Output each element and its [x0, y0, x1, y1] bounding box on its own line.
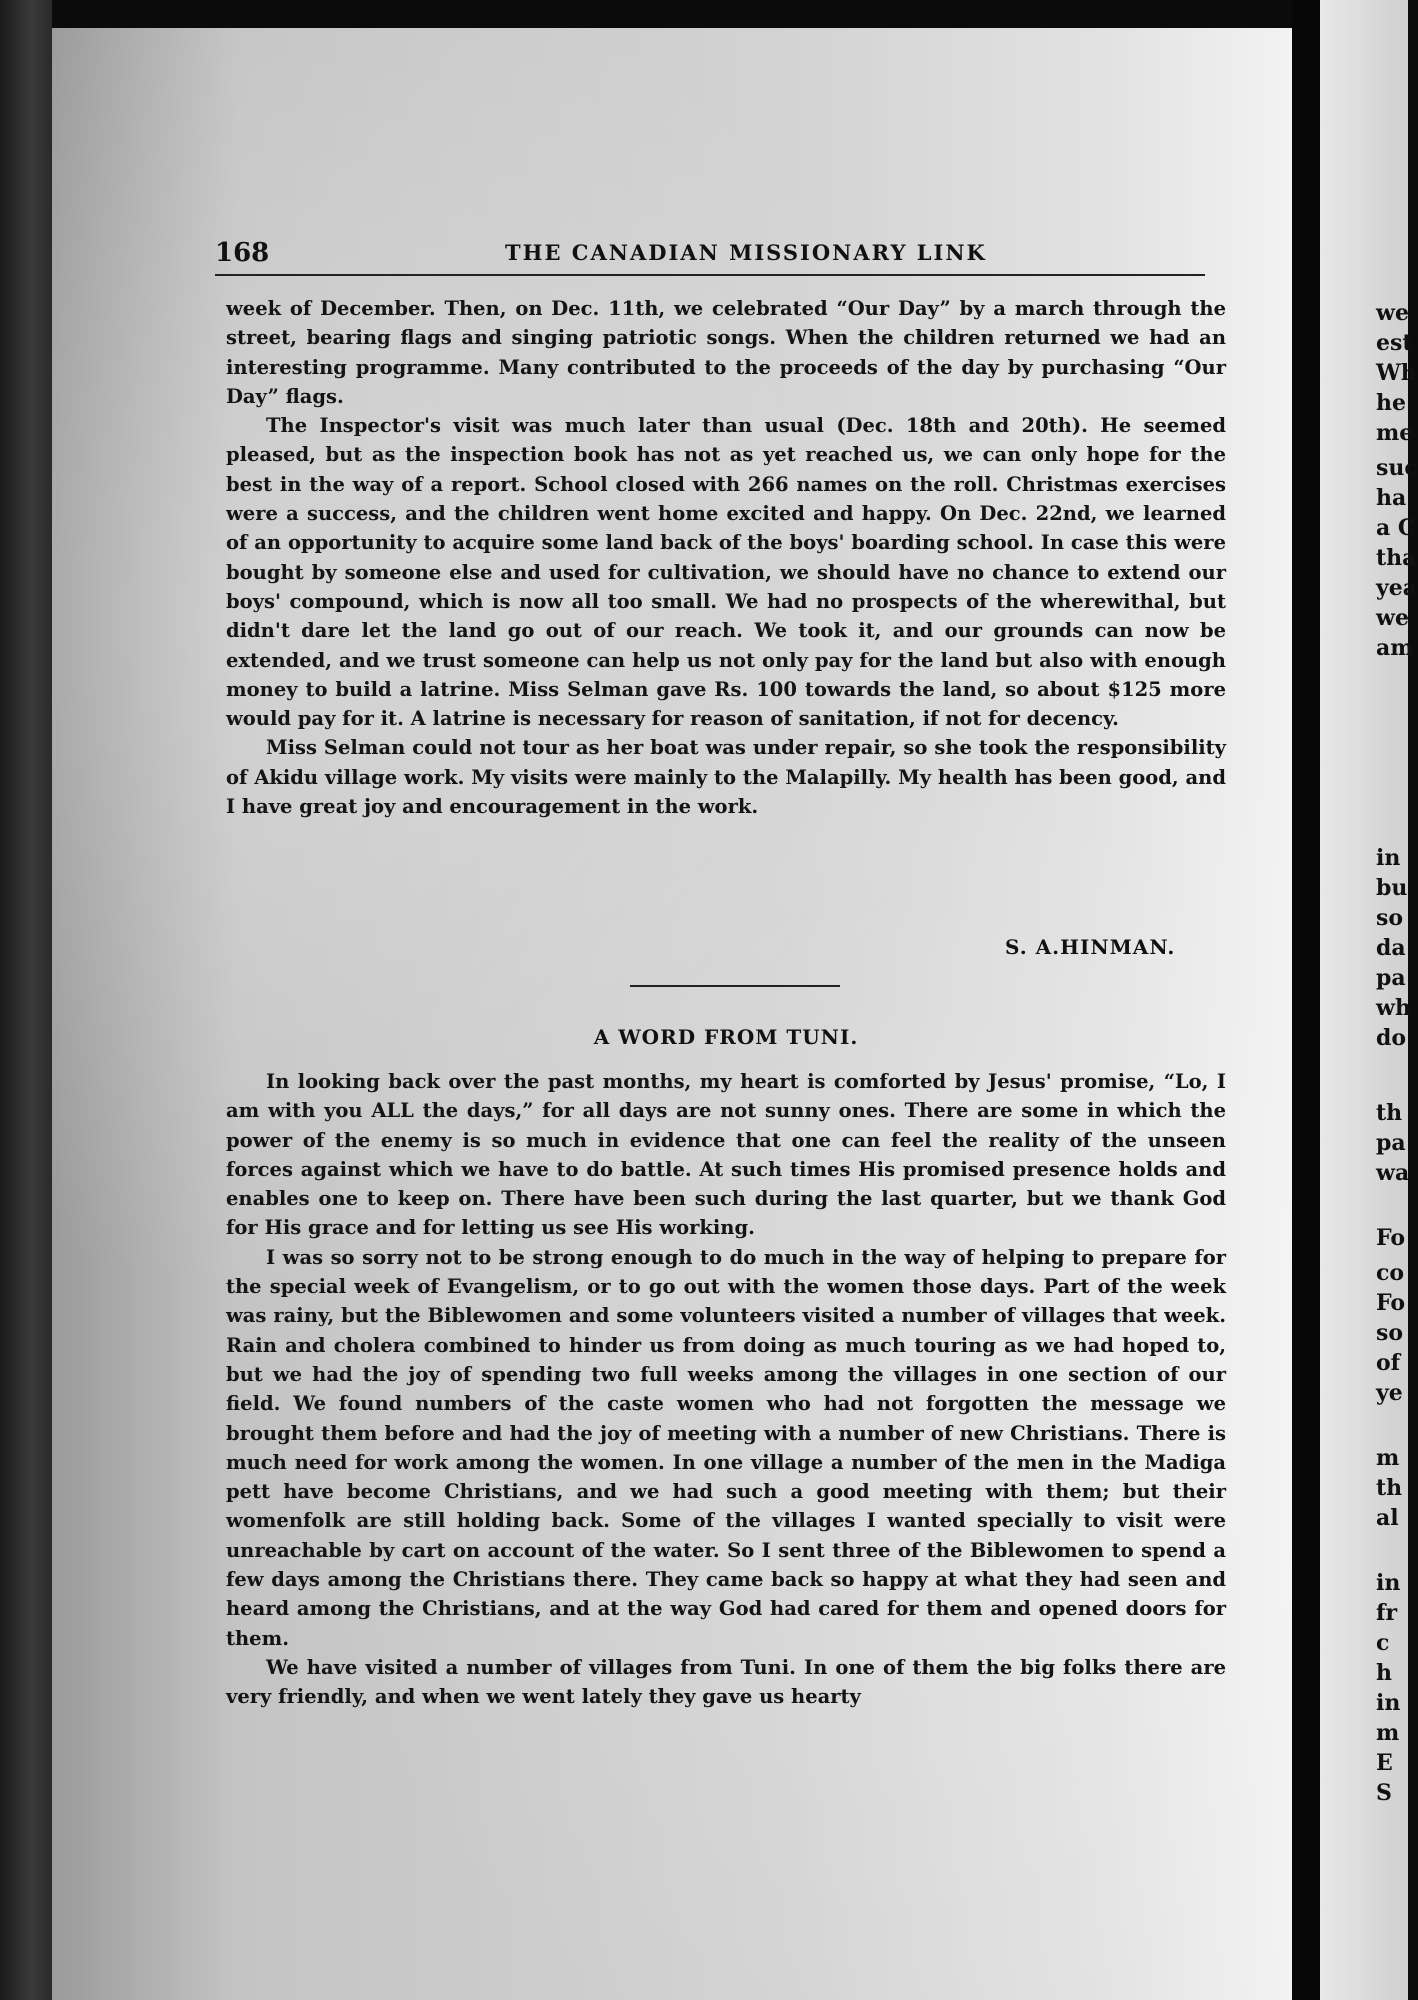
adjacent-line: pa — [1376, 1130, 1406, 1156]
adjacent-line: est — [1376, 330, 1413, 356]
adjacent-line: yea — [1376, 575, 1418, 601]
paragraph: I was so sorry not to be strong enough to do much in the way of helping to prepare for the special week of Evangelism, or to go out with the women those days. Part of the week was rainy, but the Biblewomen and some volunteers visited a number of villages that week. Rain and cholera combined to hinder us from doing as much touring as we had hoped to, but we had the joy of spending two full weeks among the villages in one section of our field. We found numbers of the caste women who had not forgotten the message we brought them before and had the joy of meeting with a number of new Christians. There is much need for work among the women. In one village a number of the men in the Madiga pett have become Christians, and we had such a good meeting with them; but their womenfolk are still holding back. Some of the villages I wanted specially to visit were unreachable by cart on account of the water. So I sent three of the Biblewomen to spend a few days among the Christians there. They came back so happy at what they had seen and heard among the Christians, and at the way God had cared for them and opened doors for them. — [226, 1245, 1226, 1650]
adjacent-line: al — [1376, 1505, 1399, 1531]
adjacent-line: we — [1376, 605, 1409, 631]
adjacent-line: th — [1376, 1475, 1403, 1501]
adjacent-line: pa — [1376, 965, 1406, 991]
adjacent-line: m — [1376, 1720, 1400, 1746]
adjacent-line: Wh — [1376, 360, 1417, 386]
adjacent-line: we — [1376, 300, 1409, 326]
adjacent-line: he — [1376, 390, 1406, 416]
paragraph: The Inspector's visit was much later than usual (Dec. 18th and 20th). He seemed pleased, but as the inspection book has not as yet reached us, we can only hope for the best in the way of a report. School closed with 266 names on the roll. Christmas exercises were a success, and the children went home excited and happy. On Dec. 22nd, we learned of an opportunity to acquire some land back of the boys' boarding school. In case this were bought by someone else and used for cultivation, we should have no chance to extend our boys' compound, which is now all too small. We had no prospects of the wherewithal, but didn't dare let the land go out of our reach. We took it, and our grounds can now be extended, and we trust someone can help us not only pay for the land but also with enough money to build a latrine. Miss Selman gave Rs. 100 towards the land, so about $125 more would pay for it. A latrine is necessary for reason of sanitation, if not for decency. — [226, 414, 1226, 731]
adjacent-line: bu — [1376, 875, 1408, 901]
adjacent-line: h — [1376, 1660, 1392, 1686]
adjacent-line: so — [1376, 905, 1404, 931]
adjacent-line: Fo — [1376, 1290, 1406, 1316]
adjacent-page-edge — [1320, 0, 1418, 2000]
adjacent-line: in — [1376, 845, 1401, 871]
adjacent-line: ye — [1376, 1380, 1403, 1406]
adjacent-line: c — [1376, 1630, 1390, 1656]
section-heading: A WORD FROM TUNI. — [593, 1025, 859, 1049]
section-divider — [630, 985, 840, 987]
adjacent-line: in — [1376, 1570, 1401, 1596]
adjacent-line: Fo — [1376, 1225, 1406, 1251]
book-binding — [0, 0, 52, 2000]
adjacent-line: ha — [1376, 485, 1407, 511]
article-hinman-report — [226, 294, 1226, 821]
adjacent-line: wh — [1376, 995, 1411, 1021]
page-header — [215, 238, 1205, 276]
adjacent-line: co — [1376, 1260, 1405, 1286]
paragraph: We have visited a number of villages from Tuni. In one of them the big folks there are very friendly, and when we went lately they gave us hearty — [226, 1655, 1226, 1709]
adjacent-line: m — [1376, 1445, 1400, 1471]
adjacent-line: fr — [1376, 1600, 1398, 1626]
paragraph: week of December. Then, on Dec. 11th, we celebrated “Our Day” by a march through the street, bearing flags and singing patriotic songs. When the children returned we had an interesting programme. Many contributed to the proceeds of the day by purchasing “Our Day” flags. — [226, 297, 1226, 408]
adjacent-line: th — [1376, 1100, 1403, 1126]
adjacent-line: da — [1376, 935, 1406, 961]
running-title: THE CANADIAN MISSIONARY LINK — [505, 240, 987, 265]
adjacent-line: me — [1376, 420, 1414, 446]
page-gutter — [1292, 0, 1320, 2000]
article-word-from-tuni — [226, 1067, 1226, 1712]
adjacent-line: in — [1376, 1690, 1401, 1716]
article-signature: S. A.HINMAN. — [1005, 935, 1176, 959]
adjacent-line: wa — [1376, 1160, 1410, 1186]
adjacent-line: do — [1376, 1025, 1407, 1051]
paragraph: Miss Selman could not tour as her boat was under repair, so she took the responsibility of Akidu village work. My visits were mainly to the Malapilly. My health has been good, and I have great joy and encouragement in the work. — [226, 736, 1226, 819]
paragraph: In looking back over the past months, my heart is comforted by Jesus' promise, “Lo, I am with you ALL the days,” for all days are not sunny ones. There are some in which the power of the enemy is so much in evidence that one can feel the reality of the unseen forces against which we have to do battle. At such times His promised presence holds and enables one to keep on. There have been such during the last quarter, but we thank God for His grace and for letting us see His working. — [226, 1070, 1226, 1240]
adjacent-line: so — [1376, 1320, 1404, 1346]
adjacent-line: of — [1376, 1350, 1401, 1376]
adjacent-line: am — [1376, 635, 1414, 661]
adjacent-line: tha — [1376, 545, 1417, 571]
adjacent-line: a C — [1376, 515, 1416, 541]
adjacent-line: S — [1376, 1780, 1392, 1806]
adjacent-line: suc — [1376, 455, 1418, 481]
adjacent-line: E — [1376, 1750, 1393, 1776]
page-number: 168 — [215, 238, 270, 268]
